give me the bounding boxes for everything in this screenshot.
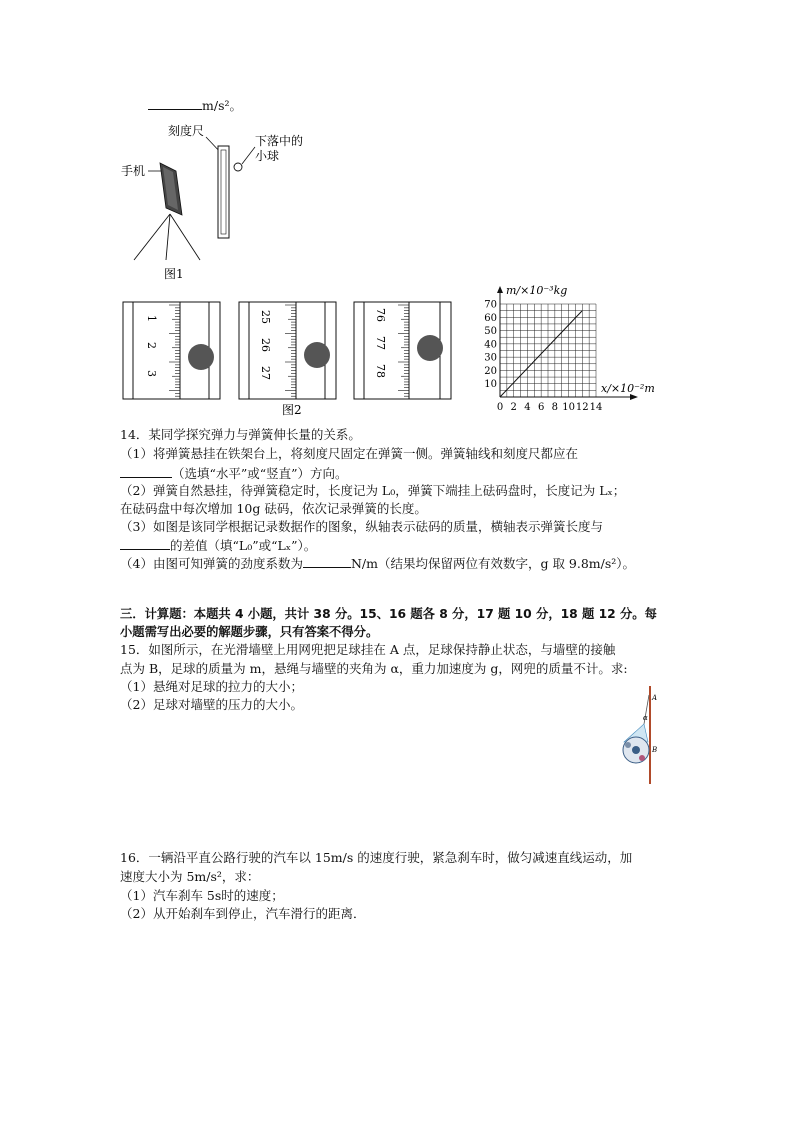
q16-part1: （1）汽车刹车 5s时的速度； <box>120 888 284 903</box>
ball-label-2: 小球 <box>255 149 280 163</box>
scale-label: 25 <box>259 310 272 324</box>
figure-2 <box>120 300 480 420</box>
q14-part1-line1: （1）将弹簧悬挂在铁架台上，将刻度尺固定在弹簧一侧。弹簧轴线和刻度尺都应在 <box>120 446 578 461</box>
point-a-label: A <box>652 694 658 702</box>
q14-part3-line1: （3）如图是该同学根据记录数据作的图象，纵轴表示砝码的质量，横轴表示弹簧长度与 <box>120 519 603 534</box>
q14-part4 <box>120 555 635 572</box>
x-tick-label: 8 <box>551 402 559 413</box>
q14-part2-line1: （2）弹簧自然悬挂，待弹簧稳定时，长度记为 L₀，弹簧下端挂上砝码盘时，长度记为 Lₓ； <box>120 483 626 498</box>
scale-label: 2 <box>145 342 158 349</box>
q15-part2: （2）足球对墙壁的压力的大小。 <box>120 697 303 712</box>
x-tick-label: 6 <box>537 402 545 413</box>
q14-part4-rest: N/m（结果均保留两位有效数字，g 取 9.8m/s²）。 <box>350 556 636 571</box>
q14-part4-start: （4）由图可知弹簧的劲度系数为 <box>120 556 303 571</box>
y-tick-label: 20 <box>484 365 497 377</box>
falling-ball <box>234 163 242 171</box>
y-tick-label: 40 <box>484 339 497 351</box>
q14-part1-line2 <box>120 465 348 482</box>
y-axis-label: m/×10⁻³kg <box>506 284 568 297</box>
section3-heading-line1: 三．计算题：本题共 4 小题，共计 38 分。15、16 题各 8 分，17 题 10 分，18 题 12 分。每 <box>120 607 657 621</box>
q14-blank-3 <box>303 555 351 568</box>
phone-label: 手机 <box>121 164 146 178</box>
q15-part1: （1）悬绳对足球的拉力的大小； <box>120 679 303 694</box>
answer-line <box>148 97 242 114</box>
x-tick-label: 10 <box>562 402 575 413</box>
scale-panel-3 <box>354 302 451 399</box>
unit-text: m/s²。 <box>202 98 242 113</box>
football-patch-3 <box>639 755 645 761</box>
q14-blank-2 <box>120 537 170 550</box>
q16-line2: 速度大小为 5m/s²，求： <box>120 869 260 884</box>
q14-blank-1 <box>120 465 172 478</box>
point-b-label: B <box>652 746 658 754</box>
x-tick-label: 12 <box>575 402 589 413</box>
football-wall-figure <box>614 684 664 788</box>
q15-line1: 15．如图所示，在光滑墙壁上用网兜把足球挂在 A 点，足球保持静止状态，与墙壁的接触 <box>120 642 616 657</box>
ball-leader <box>242 147 255 164</box>
fig2-caption: 图2 <box>282 403 302 417</box>
q14-part2-line2: 在砝码盘中每次增加 10g 砝码，依次记录弹簧的长度。 <box>120 501 427 516</box>
y-tick-label: 70 <box>484 299 497 311</box>
x-tick-label: 0 <box>496 402 504 413</box>
fig1-caption: 图1 <box>164 267 184 281</box>
scale-label: 26 <box>259 338 272 352</box>
angle-alpha-label: α <box>643 714 648 722</box>
ruler-label: 刻度尺 <box>168 124 205 138</box>
q14-part1-rest: （选填“水平”或“竖直”）方向。 <box>172 466 348 481</box>
q16-line1: 16．一辆沿平直公路行驶的汽车以 15m/s 的速度行驶，紧急刹车时，做匀减速直线运动，加 <box>120 850 633 865</box>
q14-part3-rest: 的差值（填“L₀”或“Lₓ”）。 <box>170 538 317 553</box>
scale-panel-1 <box>123 302 220 399</box>
chart-grid <box>500 304 596 397</box>
scale-label: 76 <box>374 308 387 322</box>
ball-image <box>417 335 443 361</box>
y-tick-labels <box>484 300 497 391</box>
mass-vs-extension-chart <box>478 282 678 422</box>
q16-part2: （2）从开始刹车到停止，汽车滑行的距离． <box>120 906 366 921</box>
football-patch <box>632 746 640 754</box>
tripod-leg-left <box>134 214 170 260</box>
x-tick-labels <box>497 402 603 413</box>
scale-label: 77 <box>374 336 387 350</box>
x-tick-label: 4 <box>524 402 531 413</box>
scale-panel-2 <box>239 302 336 399</box>
x-tick-label: 2 <box>510 402 517 413</box>
ball-image <box>188 344 214 370</box>
x-axis-label: x/×10⁻²m <box>601 382 655 395</box>
tripod-leg-middle <box>166 214 170 260</box>
q14-stem: 14．某同学探究弹力与弹簧伸长量的关系。 <box>120 427 361 442</box>
scale-label: 27 <box>259 366 272 380</box>
y-tick-label: 30 <box>484 352 497 364</box>
q15-line2: 点为 B，足球的质量为 m，悬绳与墙壁的夹角为 α，重力加速度为 g，网兜的质量不计。求: <box>120 661 628 676</box>
figure-1 <box>118 118 338 286</box>
football-patch-2 <box>625 742 631 748</box>
y-tick-label: 60 <box>484 312 497 324</box>
y-tick-label: 50 <box>484 326 497 338</box>
scale-label: 1 <box>145 315 158 322</box>
y-axis-arrow <box>497 286 503 293</box>
scale-label: 78 <box>374 364 387 378</box>
x-tick-label: 14 <box>589 402 603 413</box>
ruler <box>218 146 229 238</box>
answer-blank <box>148 97 202 110</box>
ball-image <box>304 342 330 368</box>
scale-label: 3 <box>145 370 158 377</box>
tripod-leg-right <box>170 214 200 260</box>
ball-label-1: 下落中的 <box>255 134 304 148</box>
q14-part3-line2 <box>120 537 316 554</box>
section3-heading-line2: 小题需写出必要的解题步骤，只有答案不得分。 <box>120 625 379 639</box>
y-tick-label: 10 <box>484 379 497 391</box>
